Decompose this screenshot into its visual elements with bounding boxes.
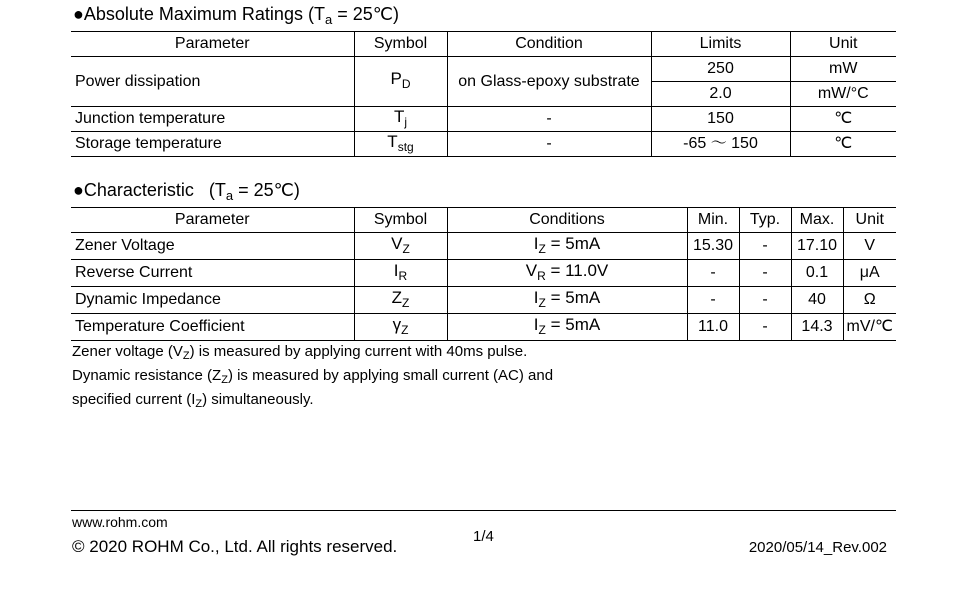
param-reverse-current: Reverse Current bbox=[71, 260, 354, 287]
condition-storage: - bbox=[447, 132, 651, 157]
symbol-gamma-z bbox=[354, 314, 447, 341]
param-power: Power dissipation bbox=[71, 57, 354, 107]
symbol-sub: Z bbox=[402, 295, 410, 310]
max-temp-coefficient: 14.3 bbox=[791, 314, 843, 341]
unit-power-derate: mW/°C bbox=[790, 82, 896, 107]
param-temp-coefficient: Temperature Coefficient bbox=[71, 314, 354, 341]
min-zener-voltage: 15.30 bbox=[687, 233, 739, 260]
characteristic-title bbox=[73, 180, 300, 203]
param-junction: Junction temperature bbox=[71, 107, 354, 132]
cond-main: I bbox=[533, 314, 539, 334]
unit-power-mw: mW bbox=[790, 57, 896, 82]
typ-temp-coefficient: - bbox=[739, 314, 791, 341]
footer-copyright: © 2020 ROHM Co., Ltd. All rights reserved. bbox=[72, 537, 398, 556]
header-typ: Typ. bbox=[739, 208, 791, 233]
param-storage: Storage temperature bbox=[71, 132, 354, 157]
symbol-main: T bbox=[393, 106, 405, 126]
condition-temp-coefficient bbox=[447, 314, 687, 341]
header-parameter: Parameter bbox=[71, 208, 354, 233]
cond-main: I bbox=[533, 233, 539, 253]
header-max: Max. bbox=[791, 208, 843, 233]
symbol-main: Z bbox=[391, 287, 403, 307]
param-zener-voltage: Zener Voltage bbox=[71, 233, 354, 260]
unit-dynamic-impedance: Ω bbox=[843, 287, 896, 314]
header-unit: Unit bbox=[790, 32, 896, 57]
min-dynamic-impedance: - bbox=[687, 287, 739, 314]
table-header-row bbox=[71, 32, 896, 57]
typ-zener-voltage: - bbox=[739, 233, 791, 260]
cond-tail: = 5mA bbox=[545, 233, 601, 253]
cond-tail: = 5mA bbox=[545, 314, 601, 334]
symbol-main: I bbox=[393, 260, 399, 280]
symbol-sub: j bbox=[404, 114, 408, 129]
note-sub: Z bbox=[182, 350, 190, 362]
table-row bbox=[71, 287, 896, 314]
symbol-zz bbox=[354, 287, 447, 314]
symbol-vz bbox=[354, 233, 447, 260]
char-title-prefix: ●Characteristic (T bbox=[73, 180, 226, 200]
char-title-suffix: = 25℃) bbox=[233, 180, 300, 200]
symbol-sub: D bbox=[401, 77, 411, 91]
symbol-tj bbox=[354, 107, 447, 132]
unit-reverse-current: μA bbox=[843, 260, 896, 287]
limit-power-mw: 250 bbox=[651, 57, 790, 82]
condition-dynamic-impedance bbox=[447, 287, 687, 314]
table-row bbox=[71, 57, 896, 82]
note-specified-current bbox=[72, 391, 314, 410]
header-conditions: Conditions bbox=[447, 208, 687, 233]
unit-junction: ℃ bbox=[790, 107, 896, 132]
note-text: ) simultaneously. bbox=[202, 391, 314, 408]
header-limits: Limits bbox=[651, 32, 790, 57]
limit-storage: -65 ～ 150 bbox=[651, 132, 790, 157]
symbol-ir bbox=[354, 260, 447, 287]
characteristic-table bbox=[71, 207, 896, 341]
note-sub: Z bbox=[221, 374, 228, 386]
abs-max-title bbox=[73, 4, 399, 27]
condition-zener-voltage bbox=[447, 233, 687, 260]
header-condition: Condition bbox=[447, 32, 651, 57]
table-row bbox=[71, 233, 896, 260]
cond-sub: Z bbox=[538, 322, 546, 337]
footer-url[interactable]: www.rohm.com bbox=[72, 514, 168, 530]
footer-divider bbox=[71, 510, 896, 511]
note-text: ) is measured by applying current with 40ms pulse. bbox=[189, 343, 528, 360]
cond-sub: R bbox=[537, 268, 546, 283]
cond-tail: = 11.0V bbox=[545, 260, 609, 280]
cond-main: I bbox=[533, 287, 539, 307]
note-text: specified current (I bbox=[72, 391, 196, 408]
header-symbol: Symbol bbox=[354, 208, 447, 233]
symbol-main: P bbox=[390, 69, 402, 88]
unit-temp-coefficient: mV/℃ bbox=[843, 314, 896, 341]
max-zener-voltage: 17.10 bbox=[791, 233, 843, 260]
abs-title-prefix: ●Absolute Maximum Ratings (T bbox=[73, 4, 325, 24]
note-sub: Z bbox=[195, 398, 203, 410]
abs-max-table bbox=[71, 31, 896, 157]
table-row bbox=[71, 132, 896, 157]
symbol-sub: Z bbox=[402, 241, 410, 256]
header-min: Min. bbox=[687, 208, 739, 233]
char-title-sub: a bbox=[225, 188, 234, 203]
min-reverse-current: - bbox=[687, 260, 739, 287]
symbol-main: T bbox=[387, 131, 398, 151]
abs-title-suffix: = 25℃) bbox=[332, 4, 399, 24]
max-dynamic-impedance: 40 bbox=[791, 287, 843, 314]
symbol-main: γ bbox=[392, 314, 402, 334]
condition-reverse-current bbox=[447, 260, 687, 287]
note-text: ) is measured by applying small current (AC) and bbox=[227, 367, 554, 384]
max-reverse-current: 0.1 bbox=[791, 260, 843, 287]
typ-dynamic-impedance: - bbox=[739, 287, 791, 314]
symbol-sub: Z bbox=[401, 322, 409, 337]
table-row bbox=[71, 314, 896, 341]
condition-power: on Glass-epoxy substrate bbox=[447, 57, 651, 107]
note-text: Dynamic resistance (Z bbox=[72, 367, 222, 384]
header-unit: Unit bbox=[843, 208, 896, 233]
cond-sub: Z bbox=[538, 241, 546, 256]
note-text: Zener voltage (V bbox=[72, 343, 183, 360]
min-temp-coefficient: 11.0 bbox=[687, 314, 739, 341]
page-number: 1/4 bbox=[473, 528, 494, 545]
cond-tail: = 5mA bbox=[545, 287, 601, 307]
symbol-sub: stg bbox=[397, 139, 414, 154]
symbol-tstg bbox=[354, 132, 447, 157]
unit-storage: ℃ bbox=[790, 132, 896, 157]
symbol-pd bbox=[354, 57, 447, 107]
table-header-row bbox=[71, 208, 896, 233]
revision-date: 2020/05/14_Rev.002 bbox=[748, 539, 887, 556]
note-dynamic-resistance bbox=[72, 367, 553, 386]
note-zener-voltage bbox=[72, 343, 527, 362]
limit-power-derate: 2.0 bbox=[651, 82, 790, 107]
header-symbol: Symbol bbox=[354, 32, 447, 57]
header-parameter: Parameter bbox=[71, 32, 354, 57]
symbol-sub: R bbox=[398, 268, 408, 283]
limit-junction: 150 bbox=[651, 107, 790, 132]
table-row bbox=[71, 107, 896, 132]
param-dynamic-impedance: Dynamic Impedance bbox=[71, 287, 354, 314]
unit-zener-voltage: V bbox=[843, 233, 896, 260]
table-row bbox=[71, 260, 896, 287]
condition-junction: - bbox=[447, 107, 651, 132]
abs-title-sub: a bbox=[324, 12, 333, 27]
typ-reverse-current: - bbox=[739, 260, 791, 287]
cond-sub: Z bbox=[538, 295, 546, 310]
cond-main: V bbox=[525, 260, 538, 280]
symbol-main: V bbox=[391, 233, 403, 253]
